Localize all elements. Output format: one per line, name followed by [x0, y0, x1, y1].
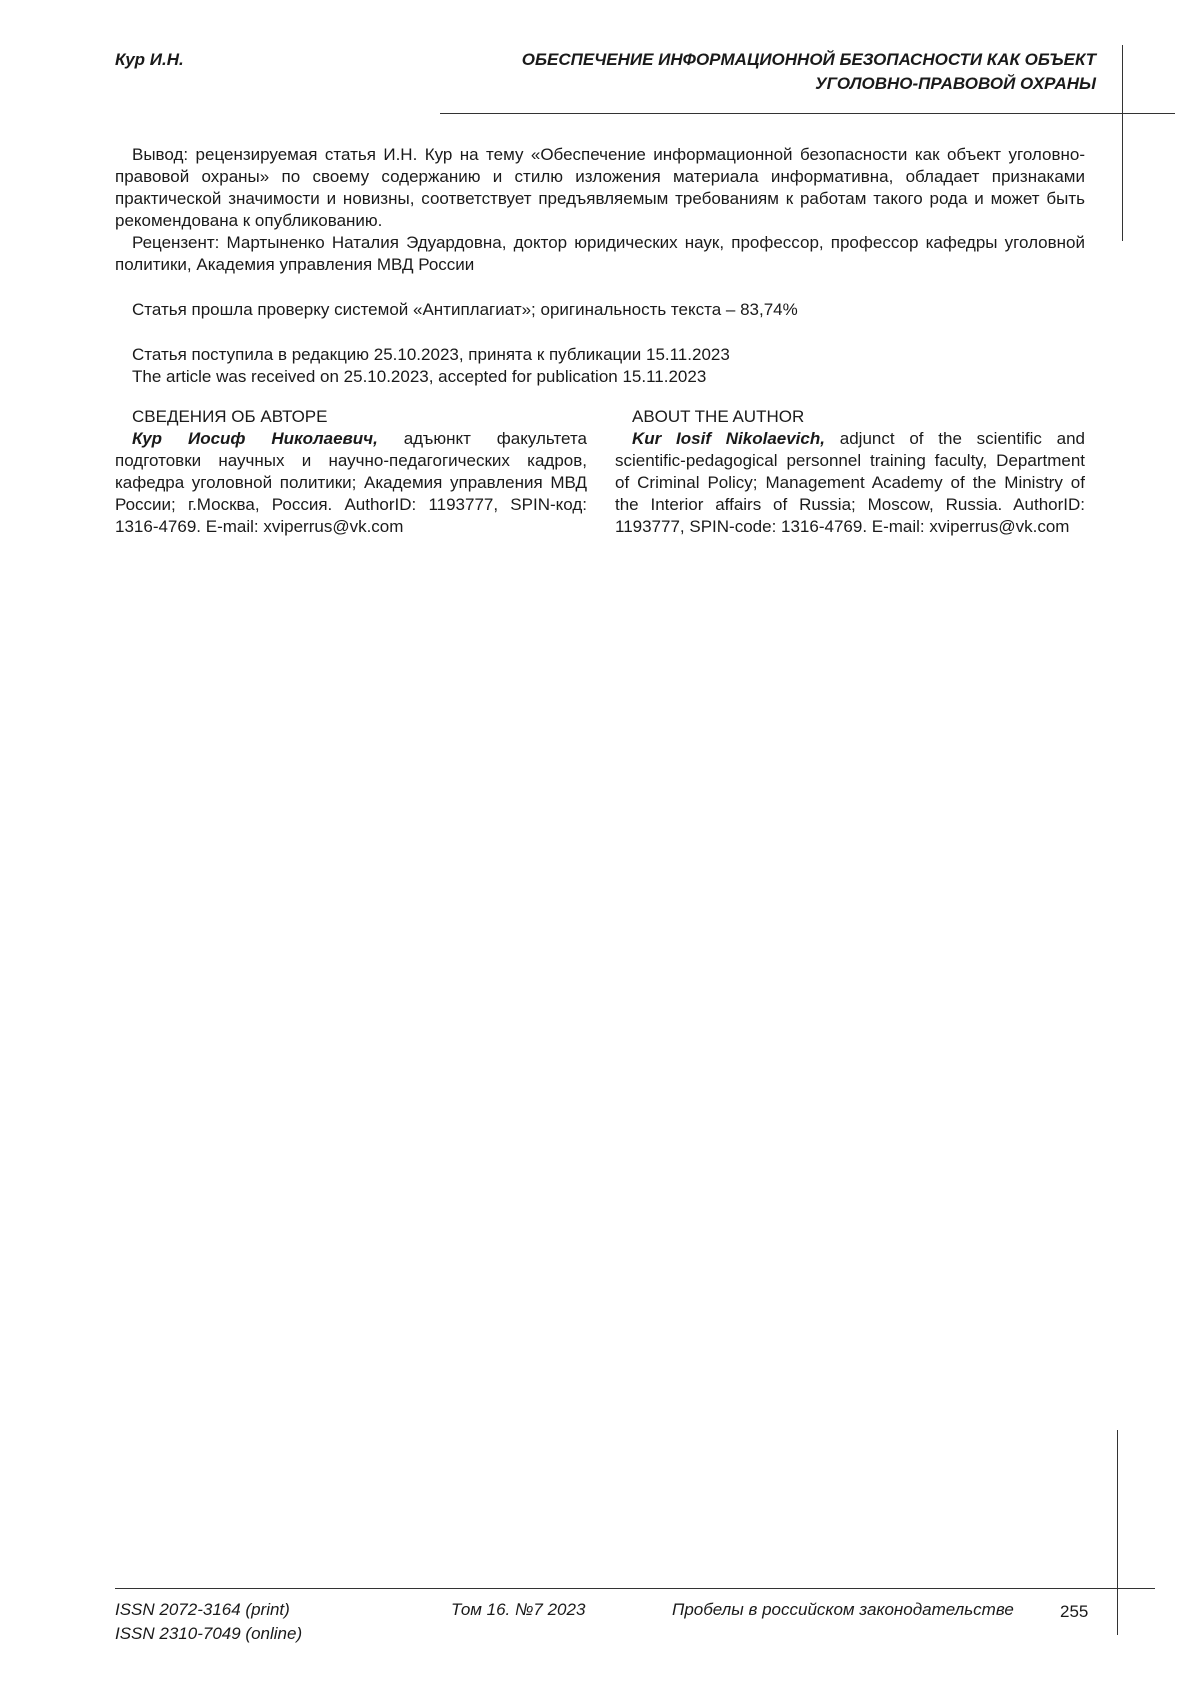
received-ru: Статья поступила в редакцию 25.10.2023, принята к публикации 15.11.2023 — [132, 345, 730, 364]
author-name-ru: Кур Иосиф Николаевич, — [132, 429, 378, 448]
journal-name: Пробелы в российском законодательстве — [672, 1600, 1014, 1619]
antiplagiat-note — [115, 299, 1085, 321]
issn-online: ISSN 2310-7049 (online) — [115, 1624, 303, 1643]
received-en: The article was received on 25.10.2023, accepted for publication 15.11.2023 — [132, 367, 707, 386]
header-rule — [440, 113, 1175, 114]
author-info-en — [615, 406, 1085, 538]
review-block — [115, 144, 1085, 276]
conclusion-paragraph: Вывод: рецензируемая статья И.Н. Кур на тему «Обеспечение информационной безопасности как объект уголовно-правовой охраны» по своему содержанию и стилю изложения материала информативна, обладает признаками практической значимости и новизны, соответствует предъявляемым требованиям к работам такого рода и может быть рекомендована к опубликованию. — [115, 145, 1085, 230]
running-head-author: Кур И.Н. — [115, 50, 184, 69]
volume-issue: Том 16. №7 2023 — [451, 1600, 586, 1619]
author-details-en: adjunct of the scientific and scientific-pedagogical personnel training faculty, Department of Criminal Policy; Management Academy of the Ministry of the Interior affairs of Russia; Moscow, Russia. AuthorID: 1193777, SPIN-code: 1316-4769. E-mail: xviperrus@vk.com — [615, 429, 1086, 536]
author-info-ru — [115, 406, 587, 538]
antiplagiat-text: Статья прошла проверку системой «Антиплагиат»; оригинальность текста – 83,74% — [132, 300, 798, 319]
running-head-title-line1: ОБЕСПЕЧЕНИЕ ИНФОРМАЦИОННОЙ БЕЗОПАСНОСТИ КАК ОБЪЕКТ — [521, 50, 1096, 69]
header-vertical-rule — [1122, 45, 1123, 241]
author-details-ru: адъюнкт факультета подготовки научных и научно-педагогических кадров, кафедра уголовной политики; Академия управления МВД России; г.Москва, Россия. AuthorID: 1193777, SPIN-код: 1316-4769. E-mail: xviperrus@vk.com — [115, 429, 587, 536]
footer-rule — [115, 1588, 1155, 1589]
footer-vertical-rule — [1117, 1430, 1118, 1635]
issn-print: ISSN 2072-3164 (print) — [115, 1600, 290, 1619]
author-heading-en: ABOUT THE AUTHOR — [632, 407, 805, 426]
running-head-title — [396, 48, 1096, 96]
issn-block — [115, 1598, 302, 1646]
author-name-en: Kur Iosif Nikolaevich, — [632, 429, 825, 448]
page-number: 255 — [1060, 1602, 1089, 1621]
author-heading-ru: СВЕДЕНИЯ ОБ АВТОРЕ — [132, 407, 328, 426]
received-block — [115, 344, 1085, 388]
reviewer-paragraph: Рецензент: Мартыненко Наталия Эдуардовна, доктор юридических наук, профессор, профессор кафедры уголовной политики, Академия управления МВД России — [115, 233, 1085, 274]
running-head-title-line2: УГОЛОВНО-ПРАВОВОЙ ОХРАНЫ — [815, 74, 1096, 93]
